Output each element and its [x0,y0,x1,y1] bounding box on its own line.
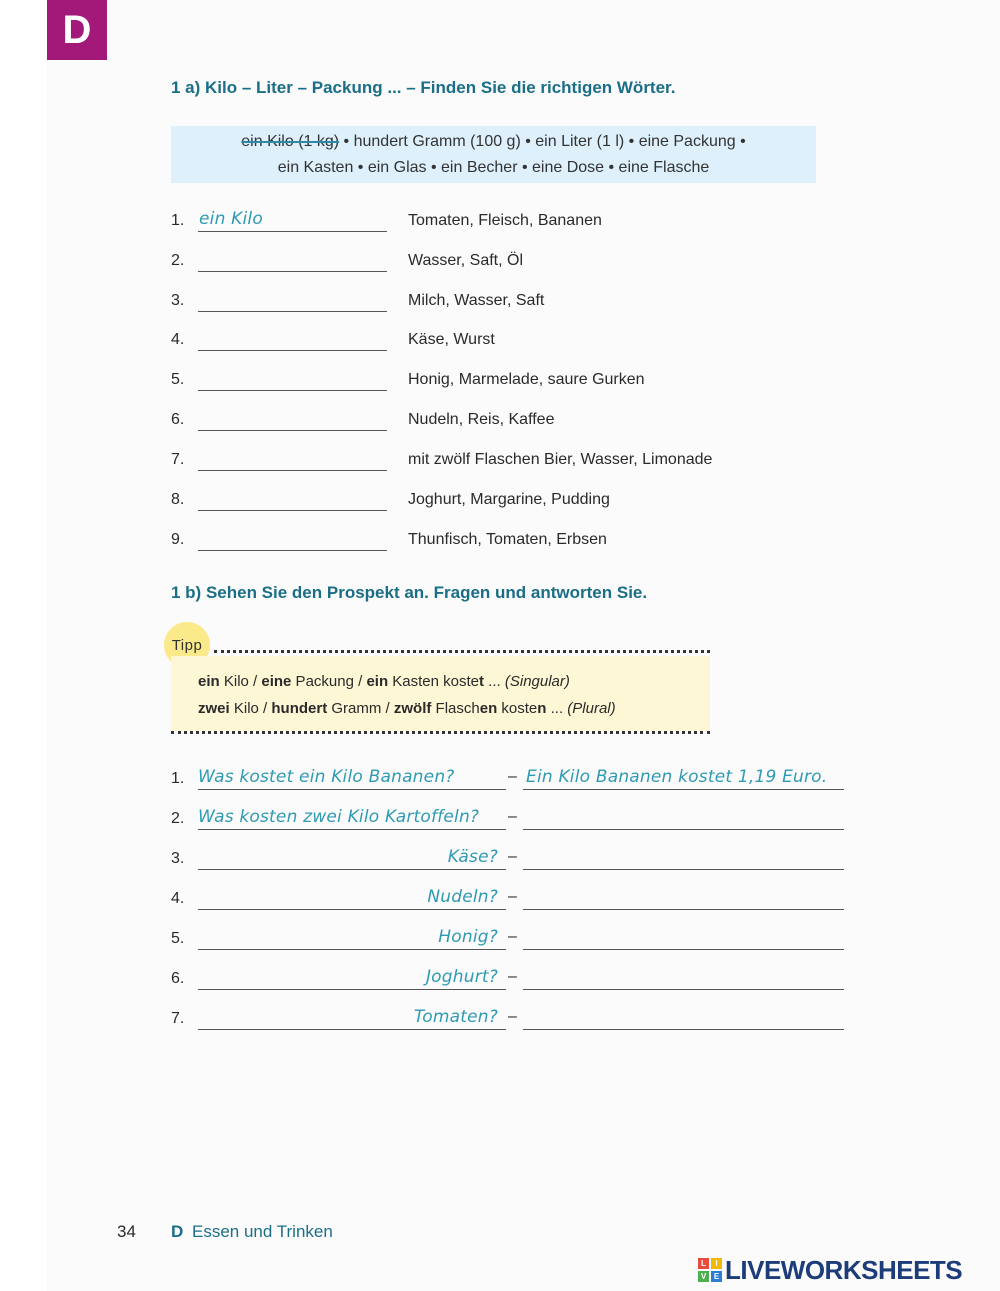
answer-field[interactable] [198,445,387,471]
word-box-line2: ein Kasten • ein Glas • ein Becher • eine Dose • eine Flasche [277,159,710,176]
logo-cube: I [711,1258,722,1269]
row-number: 1. [171,212,185,229]
question-field[interactable]: Tomaten? [198,1004,506,1030]
row-items: Honig, Marmelade, saure Gurken [408,371,645,388]
word-box-struck-item: ein Kilo (1 kg) [241,133,340,150]
divider [171,731,710,734]
dash: – [508,768,517,785]
answer-field[interactable] [198,365,387,391]
dash: – [508,1008,517,1025]
row-number: 7. [171,451,185,468]
dash: – [508,968,517,985]
row-items: Milch, Wasser, Saft [408,292,545,309]
answer-field[interactable] [523,844,844,870]
task-a-heading: 1 a) Kilo – Liter – Packung ... – Finden Sie die richtigen Wörter. [171,78,676,97]
footer-section-title: Essen und Trinken [192,1222,333,1241]
question-field[interactable]: Was kostet ein Kilo Bananen? [198,764,506,790]
row-number: 8. [171,491,185,508]
row-items: Käse, Wurst [408,331,495,348]
answer-field[interactable]: ein Kilo [198,206,387,232]
question-field[interactable]: Nudeln? [198,884,506,910]
row-number: 3. [171,850,185,867]
task-b-heading: 1 b) Sehen Sie den Prospekt an. Fragen und antworten Sie. [171,583,648,602]
row-number: 5. [171,930,185,947]
answer-field[interactable] [198,246,387,272]
row-items: mit zwölf Flaschen Bier, Wasser, Limonade [408,451,713,468]
row-number: 2. [171,810,185,827]
question-field[interactable]: Joghurt? [198,964,506,990]
row-items: Wasser, Saft, Öl [408,252,523,269]
dash: – [508,928,517,945]
dash: – [508,888,517,905]
word-box [171,126,816,183]
section-badge: D [47,0,107,60]
footer-section-letter: D [171,1222,184,1241]
tipp-line-plural: zwei Kilo / hundert Gramm / zwölf Flaschen kosten ... (Plural) [198,700,616,717]
question-field[interactable]: Was kosten zwei Kilo Kartoffeln? [198,804,506,830]
question-field[interactable]: Honig? [198,924,506,950]
row-number: 7. [171,1010,185,1027]
logo-cubes-icon [698,1258,722,1282]
row-number: 1. [171,770,185,787]
answer-field[interactable] [198,286,387,312]
answer-field[interactable] [523,1004,844,1030]
answer-field[interactable] [198,485,387,511]
row-number: 9. [171,531,185,548]
row-number: 6. [171,970,185,987]
dash: – [508,808,517,825]
row-items: Thunfisch, Tomaten, Erbsen [408,531,607,548]
row-number: 3. [171,292,185,309]
liveworksheets-logo [698,1254,963,1285]
tipp-box [171,656,710,731]
tipp-line-singular: ein Kilo / eine Packung / ein Kasten kostet ... (Singular) [198,673,570,690]
answer-field[interactable] [523,804,844,830]
question-field[interactable]: Käse? [198,844,506,870]
row-number: 2. [171,252,185,269]
answer-field[interactable] [523,924,844,950]
answer-field[interactable]: Ein Kilo Bananen kostet 1,19 Euro. [523,764,844,790]
row-number: 4. [171,890,185,907]
answer-field[interactable] [198,325,387,351]
row-number: 6. [171,411,185,428]
row-items: Joghurt, Margarine, Pudding [408,491,610,508]
row-items: Nudeln, Reis, Kaffee [408,411,555,428]
answer-field[interactable] [198,525,387,551]
tipp-badge: Tipp [164,622,210,668]
page-number: 34 [117,1222,136,1241]
logo-cube: L [698,1258,709,1269]
row-number: 4. [171,331,185,348]
word-box-line1: • hundert Gramm (100 g) • ein Liter (1 l) • eine Packung • [339,133,746,150]
dash: – [508,848,517,865]
logo-text: LIVEWORKSHEETS [725,1254,963,1285]
row-items: Tomaten, Fleisch, Bananen [408,212,602,229]
divider [214,650,710,653]
logo-cube: V [698,1271,709,1282]
logo-cube: E [711,1271,722,1282]
answer-field[interactable] [523,964,844,990]
answer-field[interactable] [198,405,387,431]
row-number: 5. [171,371,185,388]
answer-field[interactable] [523,884,844,910]
